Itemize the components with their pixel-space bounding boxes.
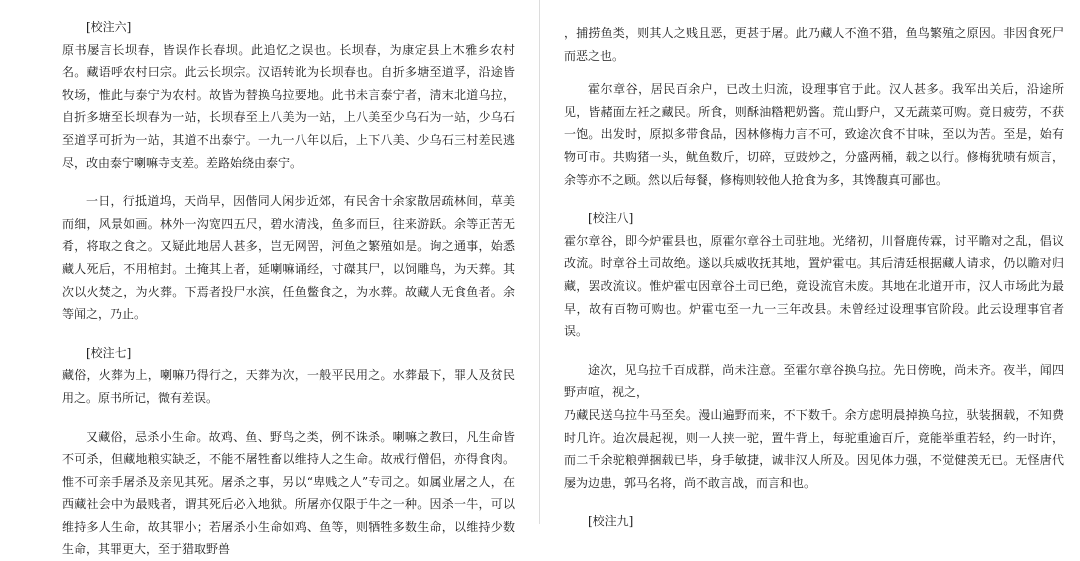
note-6-text: 原书屡言长坝春，皆误作长春坝。此追忆之误也。长坝春，为康定县上木雅乡农村名。藏语呼农村曰宗。此云长坝宗。汉语转讹为长坝春也。自折多塘至道孚，沿途皆牧场，惟此与泰宁为农村。故皆为替换乌拉要地。此书未言泰宁者，清末北道乌拉，自折多塘至长坝春为一站，长坝春至上八美为一站，上八美至少乌石为一站，少乌石至道孚可折为一站，其道不出泰宁。一九一八年以后，上下八美、少乌石三村差民逃尽，改由泰宁喇嘛寺支差。差路始绕由泰宁。 <box>62 39 515 175</box>
note-8-text: 霍尔章谷，即今炉霍县也，原霍尔章谷土司驻地。光绪初，川督鹿传霖，讨平瞻对之乱，倡议改流。时章谷土司故绝。遂以兵威收抚其地，置炉霍屯。其后清廷根据藏人请求，仍以瞻对归藏，罢改流议。惟炉霍屯因章谷土司已绝，竟设流官未废。其地在北道开市，汉人市场此为最早，故有百物可购也。炉霍屯至一九一三年改县。未曾经过设理事官阶段。此云设理事官者误。 <box>564 230 1064 343</box>
note-6-heading: [校注六] <box>62 16 515 39</box>
paragraph-ula-line2: 乃藏民送乌拉牛马至矣。漫山遍野而来，不下数千。余方虑明晨掉换乌拉，驮装捆载，不知费时几许。迨次晨起视，则一人挟一驼，置牛背上，每驼重逾百斤，竟能举重若轻，约一时许，而二千余驼粮弹捆载已毕，身手敏捷，诚非汉人所及。因见体力强，不觉健羡无已。无怪唐代屡为边患，郭马名将，尚不敢言战，而言和也。 <box>564 404 1064 494</box>
paragraph-huoer-zhanggu: 霍尔章谷，居民百余户，已改土归流，设理事官于此。汉人甚多。我军出关后，沿途所见，皆赭面左衽之藏民。所食，则酥油糌粑奶酱。荒山野户，又无蔬菜可购。竟日疲劳，不获一饱。出发时，原拟多带食品，因林修梅力言不可，致途次食不甘味，至以为苦。至是，始有物可市。共购猪一头，鱿鱼数斤，切碎，豆豉炒之，分盛两桶，载之以行。修梅犹啧有烦言，余等亦不之顾。然以后每餐，修梅则较他人抢食为多，其馋馥真可鄙也。 <box>564 78 1064 191</box>
paragraph-continued: ，捕捞鱼类，则其人之贱且恶，更甚于屠。此乃藏人不渔不猎，鱼鸟繁殖之原因。非因食死尸而恶之也。 <box>564 22 1064 67</box>
paragraph-daowu: 一日，行抵道坞，天尚早，因偕同人闲步近郊，有民舍十余家散居疏林间，草美而细，风景如画。林外一沟宽四五尺，碧水清浅，鱼多而巨，往来游跃。余等正苦无肴，将取之食之。又疑此地居人甚多，岂无网罟，河鱼之繁殖如是。询之通事，始悉藏人死后，不用棺封。土掩其上者，延喇嘛诵经，寸磔其尸，以饲雕鸟，为天葬。其次以火焚之，为火葬。下焉者投尸水滨，任鱼鳖食之，为水葬。故藏人无食鱼者。余等闻之，乃止。 <box>62 190 515 326</box>
note-7-heading: [校注七] <box>62 342 515 365</box>
note-7-text: 藏俗，火葬为上，喇嘛乃得行之，天葬为次，一般平民用之。水葬最下，罪人及贫民用之。原书所记，微有差误。 <box>62 364 515 409</box>
note-9-heading: [校注九] <box>564 510 1064 533</box>
right-page <box>540 0 1080 524</box>
paragraph-tibetan-custom: 又藏俗，忌杀小生命。故鸡、鱼、野鸟之类，例不诛杀。喇嘛之教曰，凡生命皆不可杀，但藏地粮实缺乏，不能不屠牲畜以维持人之生命。故戒行僧侣，亦得食肉。惟不可亲手屠杀及亲见其死。屠杀之事，另以“卑贱之人”专司之。如属业屠之人，在西藏社会中为最贱者，谓其死后必入地狱。所屠亦仅限于牛之一种。因杀一牛，可以维持多人生命，故其罪小；若屠杀小生命如鸡、鱼等，则牺牲多数生命，以维持少数生命，其罪更大，至于猎取野兽 <box>62 426 515 561</box>
left-page <box>0 0 539 524</box>
note-8-heading: [校注八] <box>564 207 1064 230</box>
paragraph-ula-line1: 途次，见乌拉千百成群，尚未注意。至霍尔章谷换乌拉。先日傍晚，尚未齐。夜半，闻四野声喧，视之， <box>564 359 1064 404</box>
